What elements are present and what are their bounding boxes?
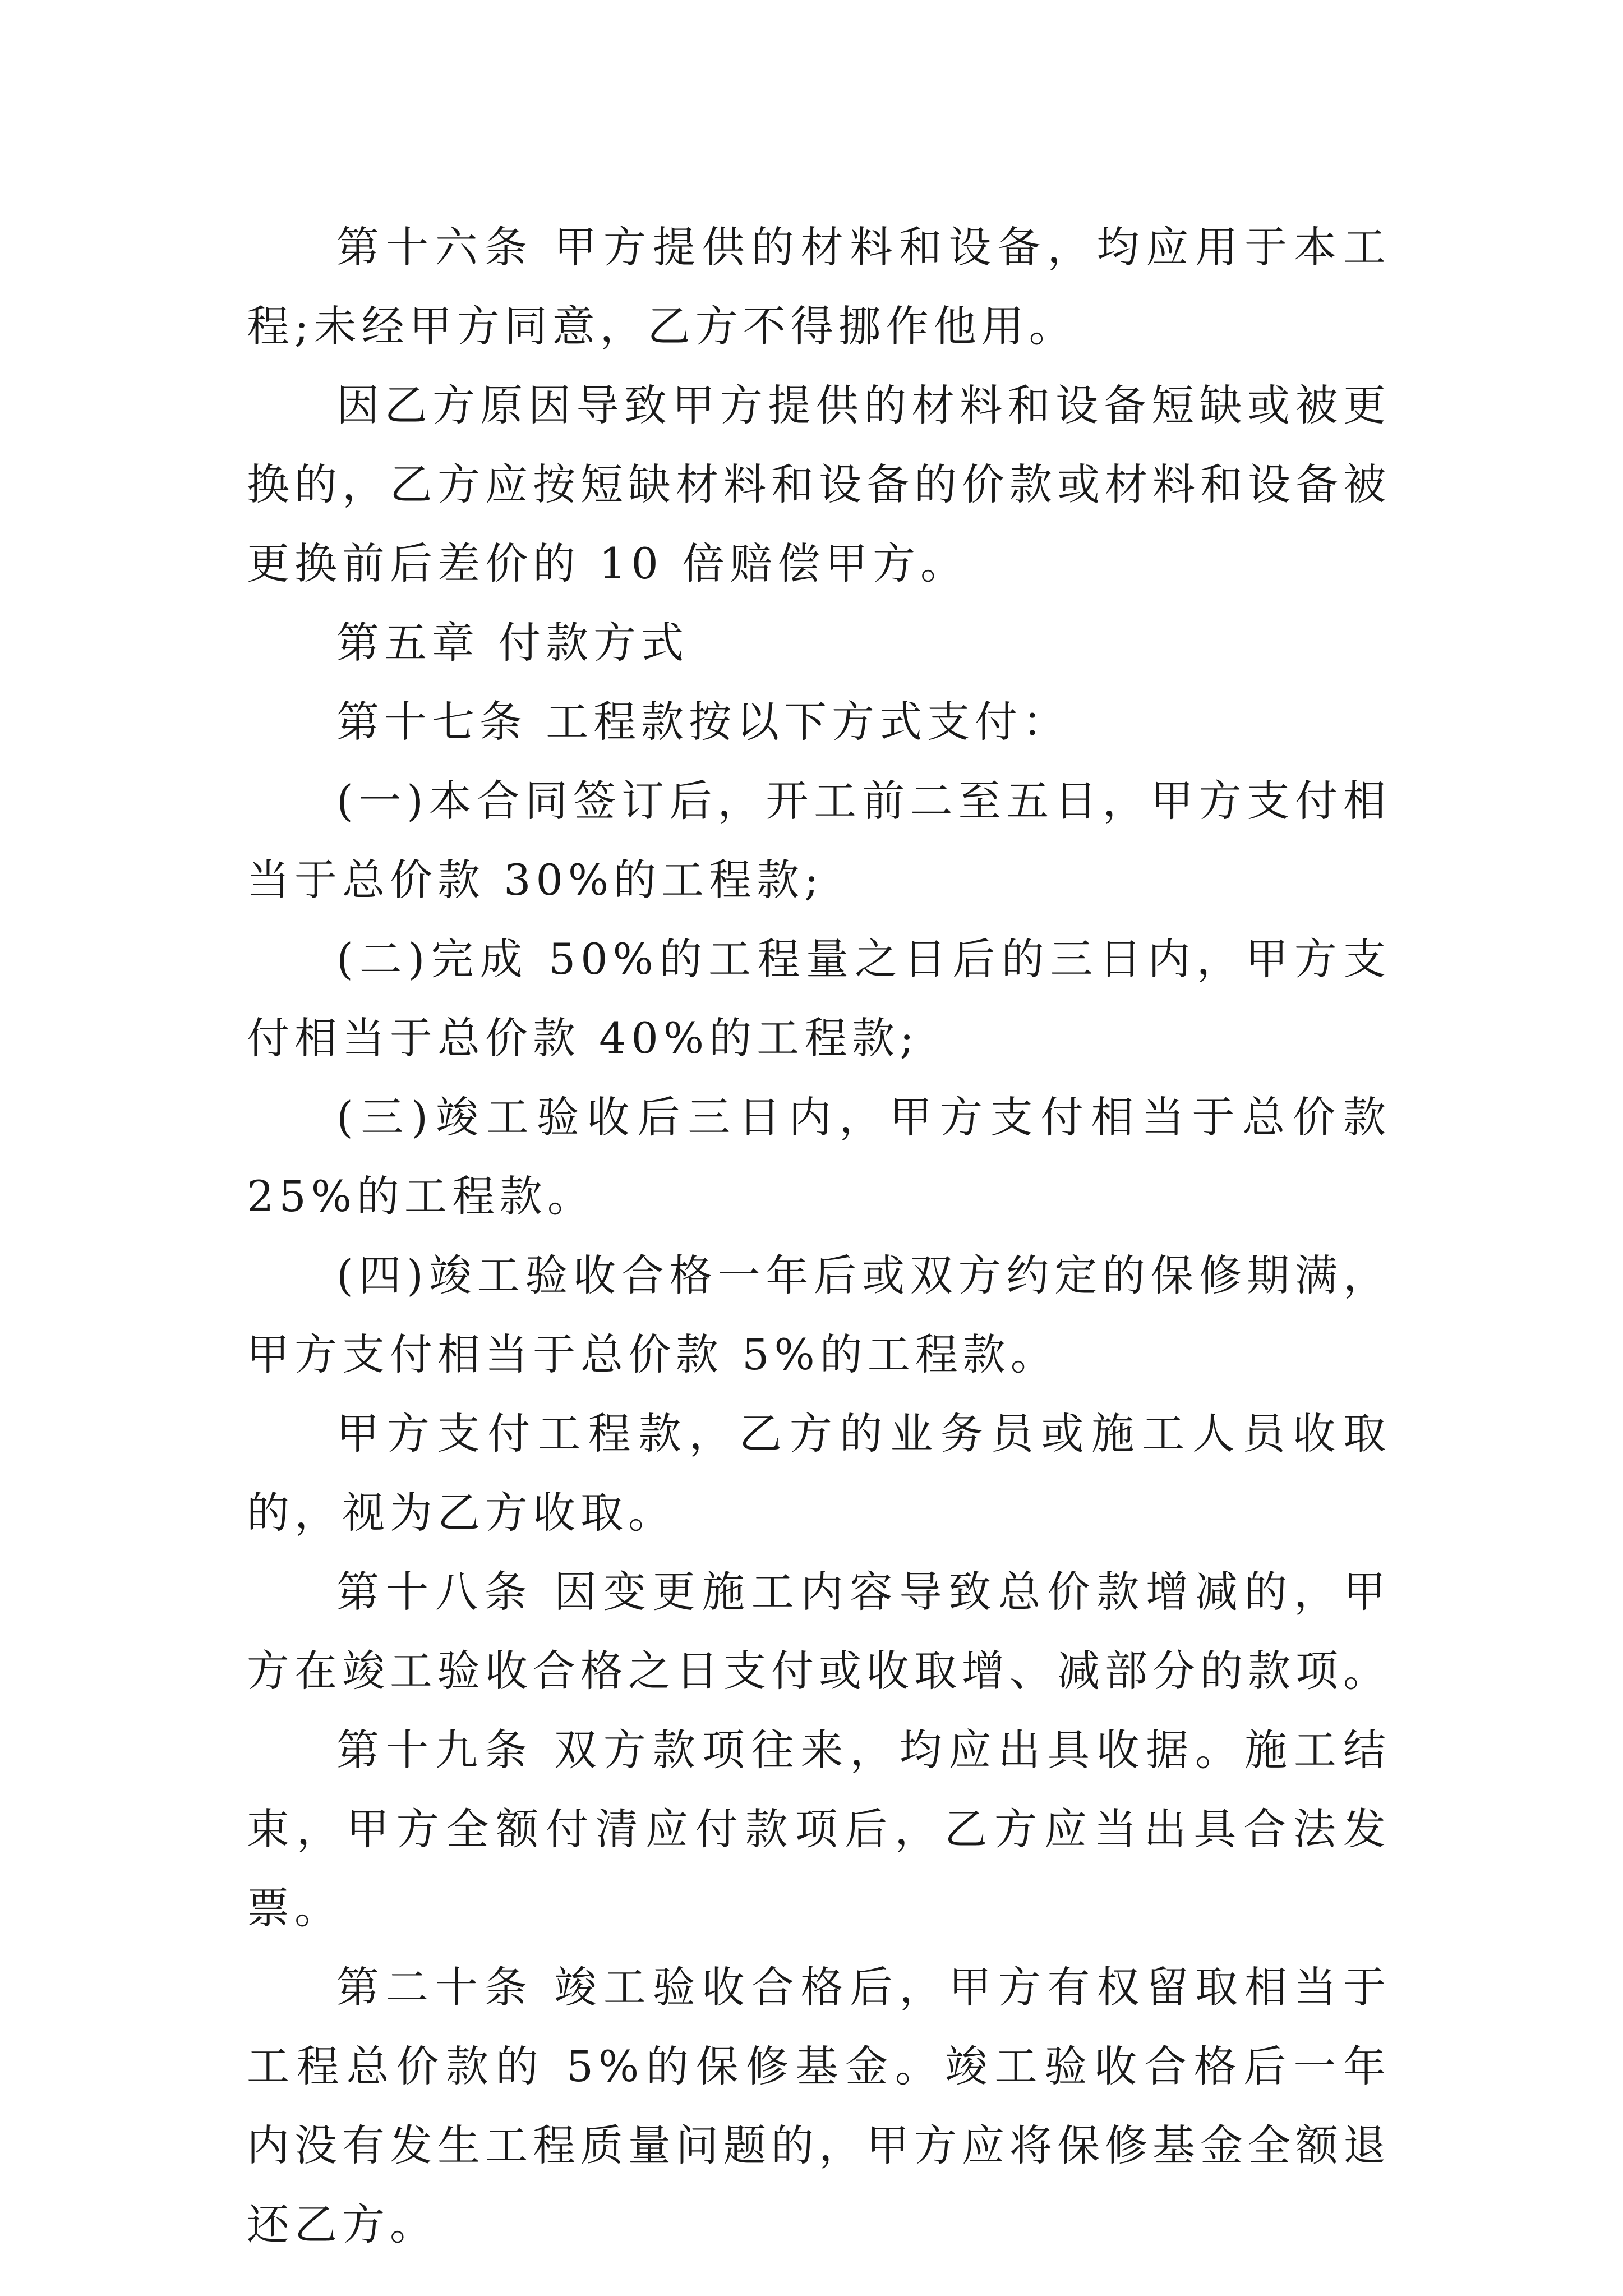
article-19-paragraph: 第十九条 双方款项往来，均应出具收据。施工结束，甲方全额付清应付款项后，乙方应当出具合法发票。 — [247, 1725, 1391, 1933]
article-16-paragraph: 第十六条 甲方提供的材料和设备，均应用于本工程;未经甲方同意，乙方不得挪作他用。 — [247, 222, 1391, 351]
chapter-5-heading: 第五章 付款方式 — [336, 618, 689, 668]
article-16-compensation-paragraph: 因乙方原因导致甲方提供的材料和设备短缺或被更换的，乙方应按短缺材料和设备的价款或材料和设备被更换前后差价的 10 倍赔偿甲方。 — [247, 380, 1391, 588]
article-17-paragraph: 第十七条 工程款按以下方式支付： — [336, 697, 1071, 747]
payment-receipt-paragraph: 甲方支付工程款，乙方的业务员或施工人员收取的，视为乙方收取。 — [247, 1409, 1391, 1538]
article-20-paragraph: 第二十条 竣工验收合格后，甲方有权留取相当于工程总价款的 5%的保修基金。竣工验收合格后一年内没有发生工程质量问题的，甲方应将保修基金全额退还乙方。 — [247, 1962, 1391, 2249]
payment-item-2: (二)完成 50%的工程量之日后的三日内，甲方支付相当于总价款 40%的工程款; — [247, 934, 1391, 1063]
payment-item-1: (一)本合同签订后，开工前二至五日，甲方支付相当于总价款 30%的工程款; — [247, 776, 1391, 905]
payment-item-3: (三)竣工验收后三日内，甲方支付相当于总价款 25%的工程款。 — [247, 1092, 1391, 1221]
payment-item-4: (四)竣工验收合格一年后或双方约定的保修期满，甲方支付相当于总价款 5%的工程款。 — [247, 1250, 1391, 1379]
article-18-paragraph: 第十八条 因变更施工内容导致总价款增减的，甲方在竣工验收合格之日支付或收取增、减部分的款项。 — [247, 1567, 1391, 1696]
document-body — [247, 208, 1391, 2264]
